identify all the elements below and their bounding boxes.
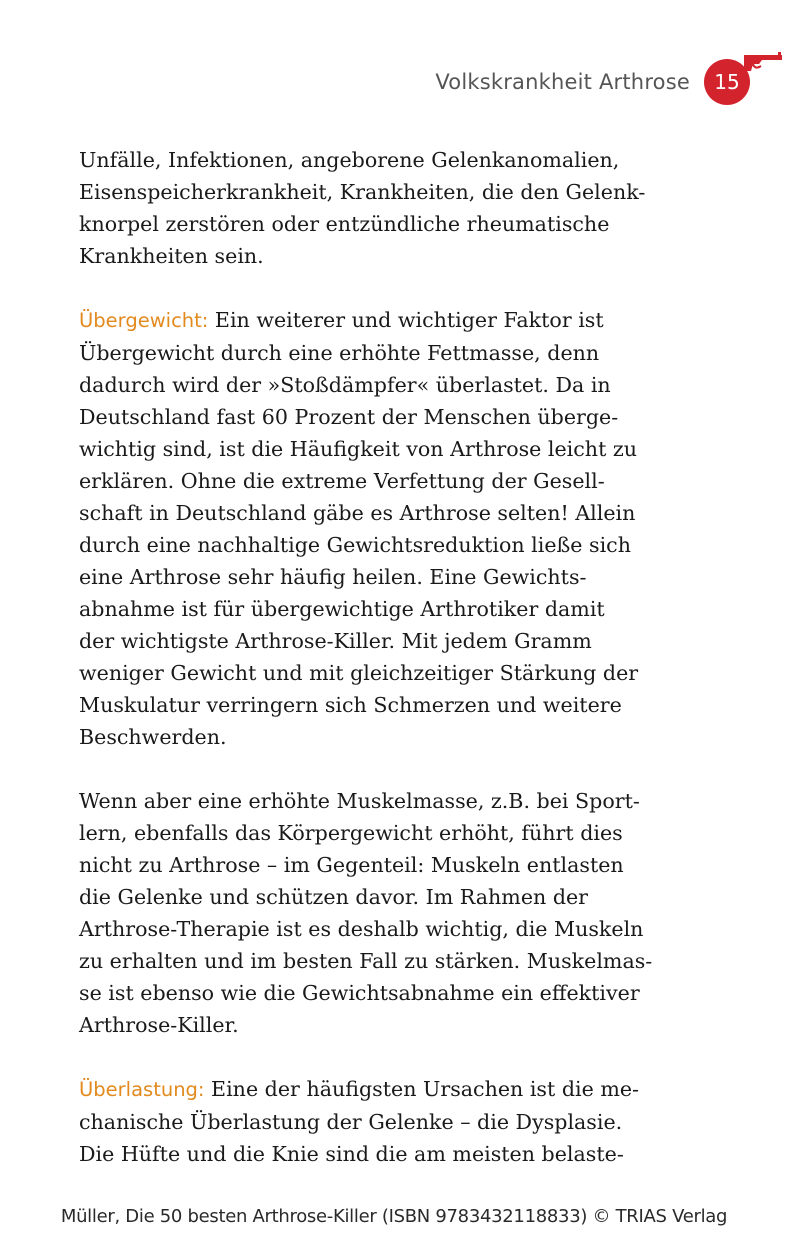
- page-number-badge: [704, 59, 750, 105]
- paragraph-2-text: Ein weiterer und wichtiger Faktor ist Übergewicht durch eine erhöhte Fettmasse, denn dadurch wird der »Stoßdämpfer« überlastet. Da in Deutschland fast 60 Prozent der Menschen überge- wichtig sind, ist die Häufigkeit von Arthrose leicht zu erklären. Ohne die extreme Verfettung der Gesell- schaft in Deutschland gäbe es Arthrose selten! Allein durch eine nachhaltige Gewichtsreduktion ließe sich eine Arthrose sehr häufig heilen. Eine Gewichts- abnahme ist für übergewichtige Arthrotiker damit der wichtigste Arthrose-Killer. Mit jedem Gramm weniger Gewicht und mit gleichzeitiger Stärkung der Muskulatur verringern sich Schmerzen und weitere Beschwerden.: [79, 308, 639, 749]
- page-body: [79, 144, 679, 1202]
- running-title: Volkskrankheit Arthrose: [435, 70, 690, 94]
- paragraph-4-text: Eine der häufigsten Ursachen ist die me- chanische Überlastung der Gelenke – die Dysplasie. Die Hüfte und die Knie sind die am meisten belaste-: [79, 1077, 639, 1166]
- page-number: 15: [714, 70, 740, 94]
- lead-term-ueberlastung: Überlastung:: [79, 1078, 205, 1101]
- paragraph-4: [79, 1073, 679, 1170]
- paragraph-3: Wenn aber eine erhöhte Muskelmasse, z.B. bei Sport- lern, ebenfalls das Körpergewicht erhöht, führt dies nicht zu Arthrose – im Gegenteil: Muskeln entlasten die Gelenke und schützen davor. Im Rahmen der Arthrose-Therapie ist es deshalb wichtig, die Muskeln zu erhalten und im besten Fall zu stärken. Muskelmas- se ist ebenso wie die Gewichtsabnahme ein effektiver Arthrose-Killer.: [79, 789, 653, 1037]
- paragraph-2: [79, 304, 679, 753]
- lead-term-uebergewicht: Übergewicht:: [79, 309, 209, 332]
- page-header: [435, 58, 750, 106]
- gun-icon: [742, 51, 784, 77]
- paragraph-1: Unfälle, Infektionen, angeborene Gelenkanomalien, Eisenspeicherkrankheit, Krankheiten, die den Gelenk- knorpel zerstören oder entzündliche rheumatische Krankheiten sein.: [79, 148, 646, 268]
- copyright-footer: Müller, Die 50 besten Arthrose-Killer (ISBN 9783432118833) © TRIAS Verlag: [60, 1206, 728, 1227]
